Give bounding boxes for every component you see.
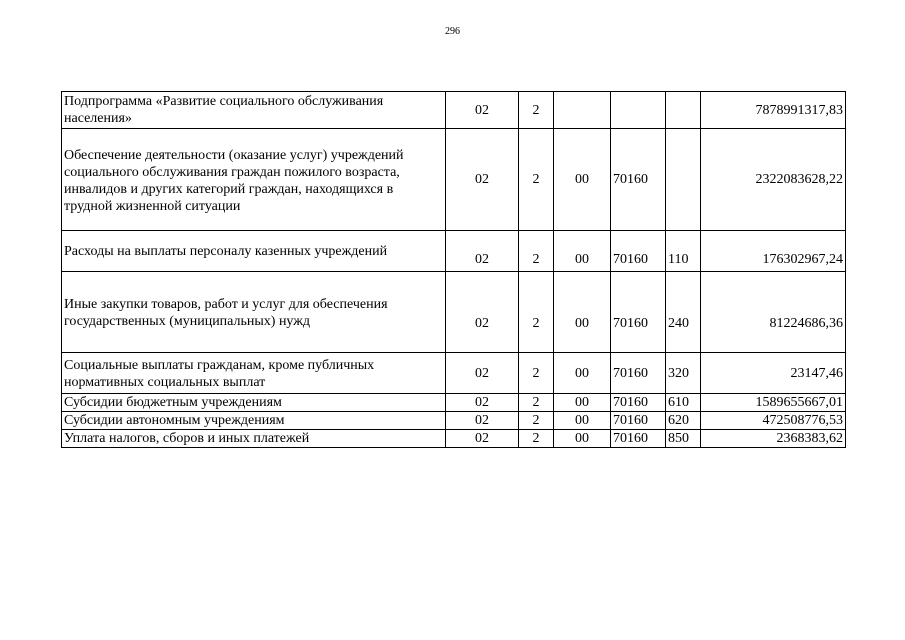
- row-subsection: 2: [519, 430, 554, 448]
- row-sum: 2322083628,22: [701, 129, 846, 231]
- table-row: [62, 129, 846, 231]
- row-cost-item: 70160: [611, 129, 666, 231]
- budget-table: [61, 91, 846, 448]
- row-section: 02: [446, 272, 519, 353]
- row-cost-item: [611, 92, 666, 129]
- row-expense-type: 240: [666, 272, 701, 353]
- table-row: [62, 430, 846, 448]
- row-subsection: 2: [519, 92, 554, 129]
- row-subsection: 2: [519, 412, 554, 430]
- table-row: [62, 394, 846, 412]
- row-subsection: 2: [519, 353, 554, 394]
- row-cost-item: 70160: [611, 353, 666, 394]
- row-cost-item: 70160: [611, 430, 666, 448]
- row-program: 00: [554, 353, 611, 394]
- table-row: [62, 412, 846, 430]
- row-program: 00: [554, 231, 611, 272]
- row-expense-type: 620: [666, 412, 701, 430]
- row-subsection: 2: [519, 231, 554, 272]
- table-row: [62, 272, 846, 353]
- row-section: 02: [446, 92, 519, 129]
- row-section: 02: [446, 430, 519, 448]
- row-expense-type: 850: [666, 430, 701, 448]
- row-expense-type: 110: [666, 231, 701, 272]
- row-sum: 7878991317,83: [701, 92, 846, 129]
- row-name: Обеспечение деятельности (оказание услуг) учреждений социального обслуживания граждан пожилого возраста, инвалидов и других категорий граждан, находящихся в трудной жизненной ситуации: [62, 129, 446, 231]
- row-name: Подпрограмма «Развитие социального обслуживания населения»: [62, 92, 446, 129]
- row-cost-item: 70160: [611, 394, 666, 412]
- row-cost-item: 70160: [611, 231, 666, 272]
- row-name: Расходы на выплаты персоналу казенных учреждений: [62, 231, 446, 272]
- row-expense-type: 320: [666, 353, 701, 394]
- row-subsection: 2: [519, 272, 554, 353]
- row-name: Уплата налогов, сборов и иных платежей: [62, 430, 446, 448]
- row-program: 00: [554, 129, 611, 231]
- row-sum: 81224686,36: [701, 272, 846, 353]
- row-cost-item: 70160: [611, 412, 666, 430]
- row-sum: 472508776,53: [701, 412, 846, 430]
- row-sum: 1589655667,01: [701, 394, 846, 412]
- row-section: 02: [446, 129, 519, 231]
- row-name: Субсидии автономным учреждениям: [62, 412, 446, 430]
- page-number: 296: [445, 26, 460, 37]
- row-program: 00: [554, 272, 611, 353]
- row-section: 02: [446, 394, 519, 412]
- row-name: Социальные выплаты гражданам, кроме публичных нормативных социальных выплат: [62, 353, 446, 394]
- row-expense-type: 610: [666, 394, 701, 412]
- row-section: 02: [446, 412, 519, 430]
- row-sum: 176302967,24: [701, 231, 846, 272]
- row-expense-type: [666, 92, 701, 129]
- row-program: [554, 92, 611, 129]
- row-program: 00: [554, 430, 611, 448]
- row-name: Иные закупки товаров, работ и услуг для обеспечения государственных (муниципальных) нужд: [62, 272, 446, 353]
- row-section: 02: [446, 231, 519, 272]
- row-section: 02: [446, 353, 519, 394]
- table-row: [62, 353, 846, 394]
- row-program: 00: [554, 412, 611, 430]
- row-subsection: 2: [519, 129, 554, 231]
- table-row: [62, 231, 846, 272]
- row-expense-type: [666, 129, 701, 231]
- row-sum: 2368383,62: [701, 430, 846, 448]
- row-subsection: 2: [519, 394, 554, 412]
- table-row: [62, 92, 846, 129]
- row-program: 00: [554, 394, 611, 412]
- row-cost-item: 70160: [611, 272, 666, 353]
- row-sum: 23147,46: [701, 353, 846, 394]
- row-name: Субсидии бюджетным учреждениям: [62, 394, 446, 412]
